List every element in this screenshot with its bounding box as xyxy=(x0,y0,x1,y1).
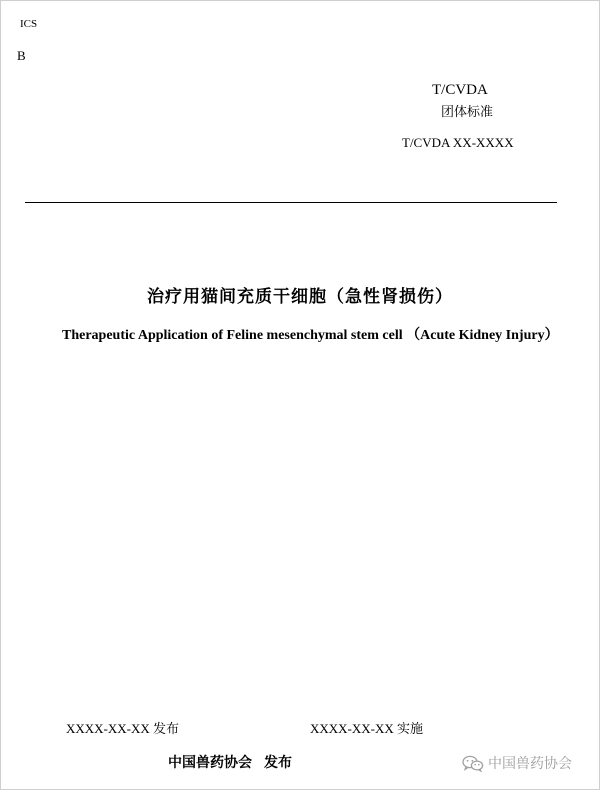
issuer xyxy=(168,752,292,772)
organization-code: T/CVDA xyxy=(432,82,488,98)
implement-date: XXXX-XX-XX 实施 xyxy=(310,721,424,736)
issuer-action: 发布 xyxy=(264,755,292,771)
classification-code: B xyxy=(17,48,26,63)
publish-date: XXXX-XX-XX 发布 xyxy=(66,721,180,736)
standard-number: T/CVDA XX-XXXX xyxy=(402,135,514,150)
watermark-text: 中国兽药协会 xyxy=(488,756,572,772)
wechat-icon xyxy=(462,755,484,772)
watermark xyxy=(462,753,572,773)
ics-code: ICS xyxy=(20,18,38,30)
title-english: Therapeutic Application of Feline mesenchymal stem cell （Acute Kidney Injury） xyxy=(62,328,559,343)
standard-type: 团体标准 xyxy=(441,105,494,120)
title-chinese: 治疗用猫间充质干细胞（急性肾损伤） xyxy=(147,287,453,307)
issuer-name: 中国兽药协会 xyxy=(168,755,252,771)
header-divider xyxy=(25,202,557,203)
